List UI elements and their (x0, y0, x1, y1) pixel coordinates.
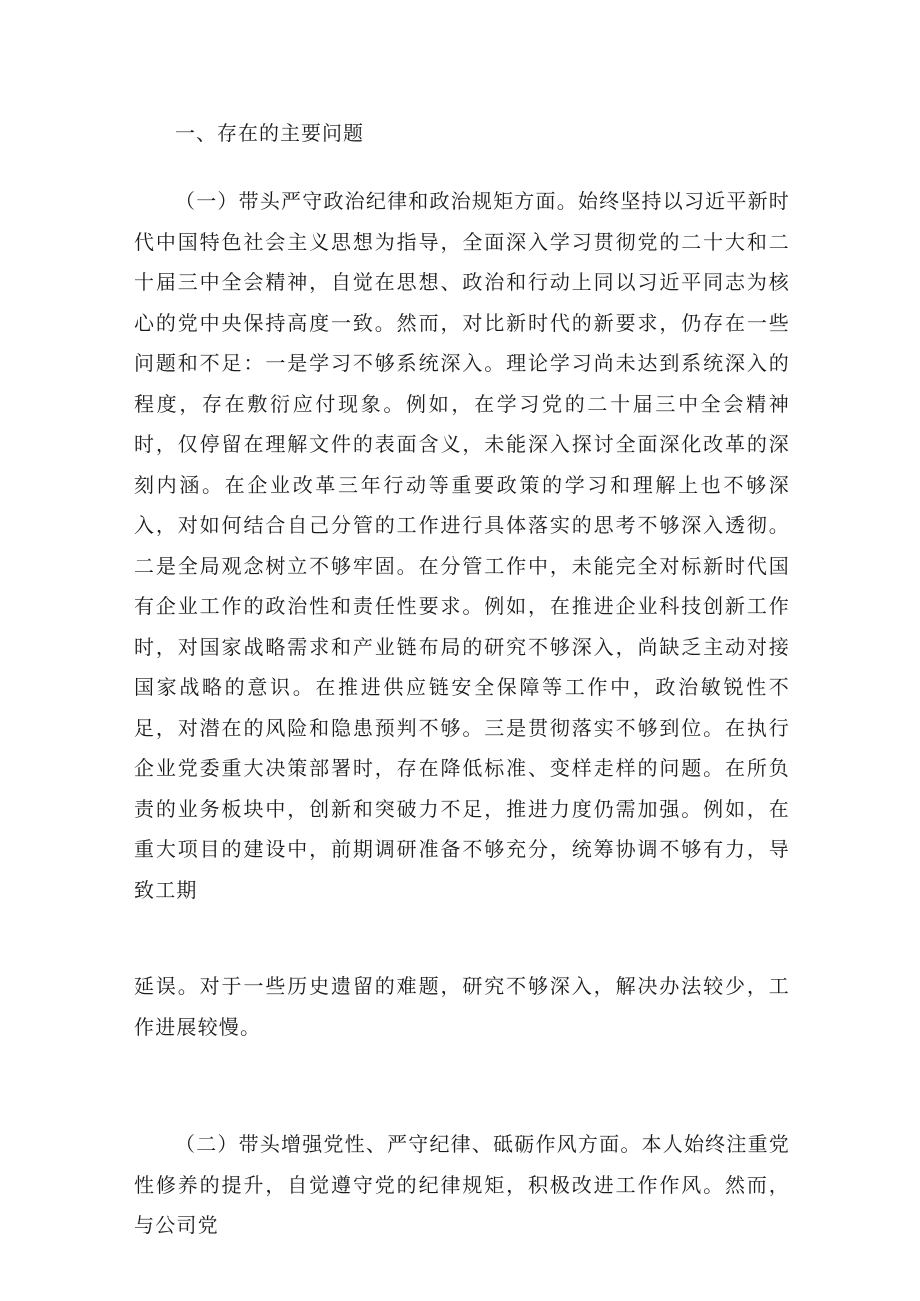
paragraph-political-discipline: （一）带头严守政治纪律和政治规矩方面。始终坚持以习近平新时代中国特色社会主义思想为指导，全面深入学习贯彻党的二十大和二十届三中全会精神，自觉在思想、政治和行动上同以习近平同志为核心的党中央保持高度一致。然而，对比新时代的新要求，仍存在一些问题和不足：一是学习不够系统深入。理论学习尚未达到系统深入的程度，存在敷衍应付现象。例如，在学习党的二十届三中全会精神时，仅停留在理解文件的表面含义，未能深入探讨全面深化改革的深刻内涵。在企业改革三年行动等重要政策的学习和理解上也不够深入，对如何结合自己分管的工作进行具体落实的思考不够深入透彻。二是全局观念树立不够牢固。在分管工作中，未能完全对标新时代国有企业工作的政治性和责任性要求。例如，在推进企业科技创新工作时，对国家战略需求和产业链布局的研究不够深入，尚缺乏主动对接国家战略的意识。在推进供应链安全保障等工作中，政治敏锐性不足，对潜在的风险和隐患预判不够。三是贯彻落实不够到位。在执行企业党委重大决策部署时，存在降低标准、变样走样的问题。在所负责的业务板块中，创新和突破力不足，推进力度仍需加强。例如，在重大项目的建设中，前期调研准备不够充分，统筹协调不够有力，导致工期 (134, 189, 790, 902)
section-heading: 一、存在的主要问题 (175, 121, 364, 145)
paragraph-party-spirit: （二）带头增强党性、严守纪律、砥砺作风方面。本人始终注重党性修养的提升，自觉遵守党的纪律规矩，积极改进工作作风。然而，与公司党 (134, 1132, 790, 1237)
paragraph-continuation: 延误。对于一些历史遗留的难题，研究不够深入，解决办法较少，工作进展较慢。 (134, 974, 790, 1039)
